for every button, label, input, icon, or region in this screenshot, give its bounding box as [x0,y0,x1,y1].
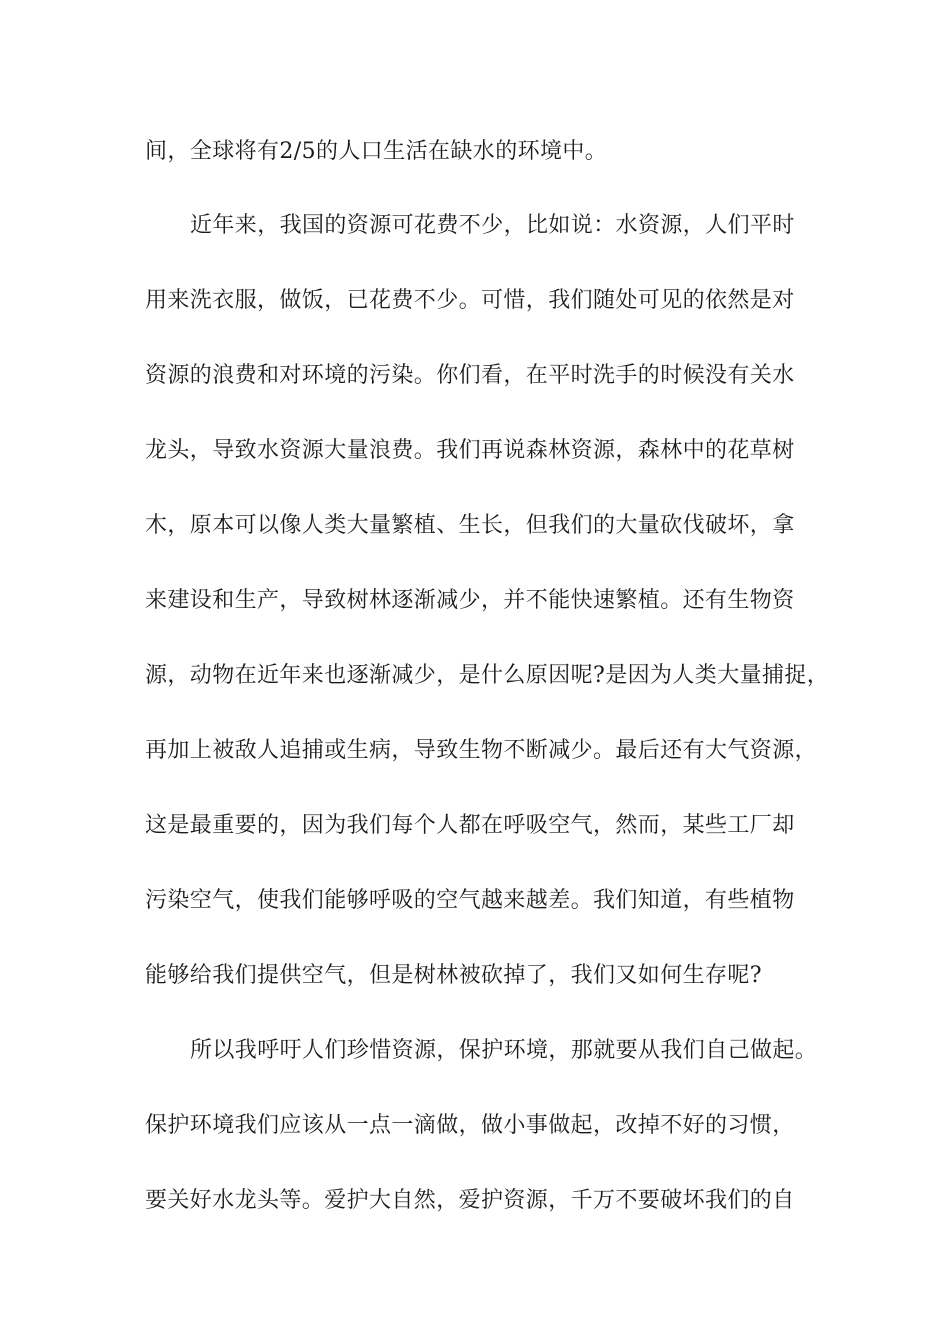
text-line: 木，原本可以像人类大量繁植、生长，但我们的大量砍伐破坏，拿 [145,513,795,538]
text-line: 资源的浪费和对环境的污染。你们看，在平时洗手的时候没有关水 [145,363,795,388]
text-line: 再加上被敌人追捕或生病，导致生物不断减少。最后还有大气资源， [145,738,818,763]
text-line: 用来洗衣服，做饭，已花费不少。可惜，我们随处可见的依然是对 [145,288,795,313]
text-line: 龙头，导致水资源大量浪费。我们再说森林资源，森林中的花草树 [145,438,795,463]
text-line: 间，全球将有2/5的人口生活在缺水的环境中。 [145,139,608,164]
paragraph-start-line: 近年来，我国的资源可花费不少，比如说：水资源，人们平时 [190,213,795,238]
text-line: 污染空气，使我们能够呼吸的空气越来越差。我们知道，有些植物 [145,888,795,913]
text-line: 这是最重要的，因为我们每个人都在呼吸空气，然而，某些工厂却 [145,813,795,838]
text-line: 要关好水龙头等。爱护大自然，爱护资源，千万不要破坏我们的自 [145,1188,795,1213]
text-line: 能够给我们提供空气，但是树林被砍掉了，我们又如何生存呢? [145,963,762,988]
paragraph-start-line: 所以我呼吁人们珍惜资源，保护环境，那就要从我们自己做起。 [190,1038,818,1063]
text-line: 保护环境我们应该从一点一滴做，做小事做起，改掉不好的习惯， [145,1113,795,1138]
text-line: 来建设和生产，导致树林逐渐减少，并不能快速繁植。还有生物资 [145,588,795,613]
text-line: 源，动物在近年来也逐渐减少，是什么原因呢?是因为人类大量捕捉， [145,663,830,688]
